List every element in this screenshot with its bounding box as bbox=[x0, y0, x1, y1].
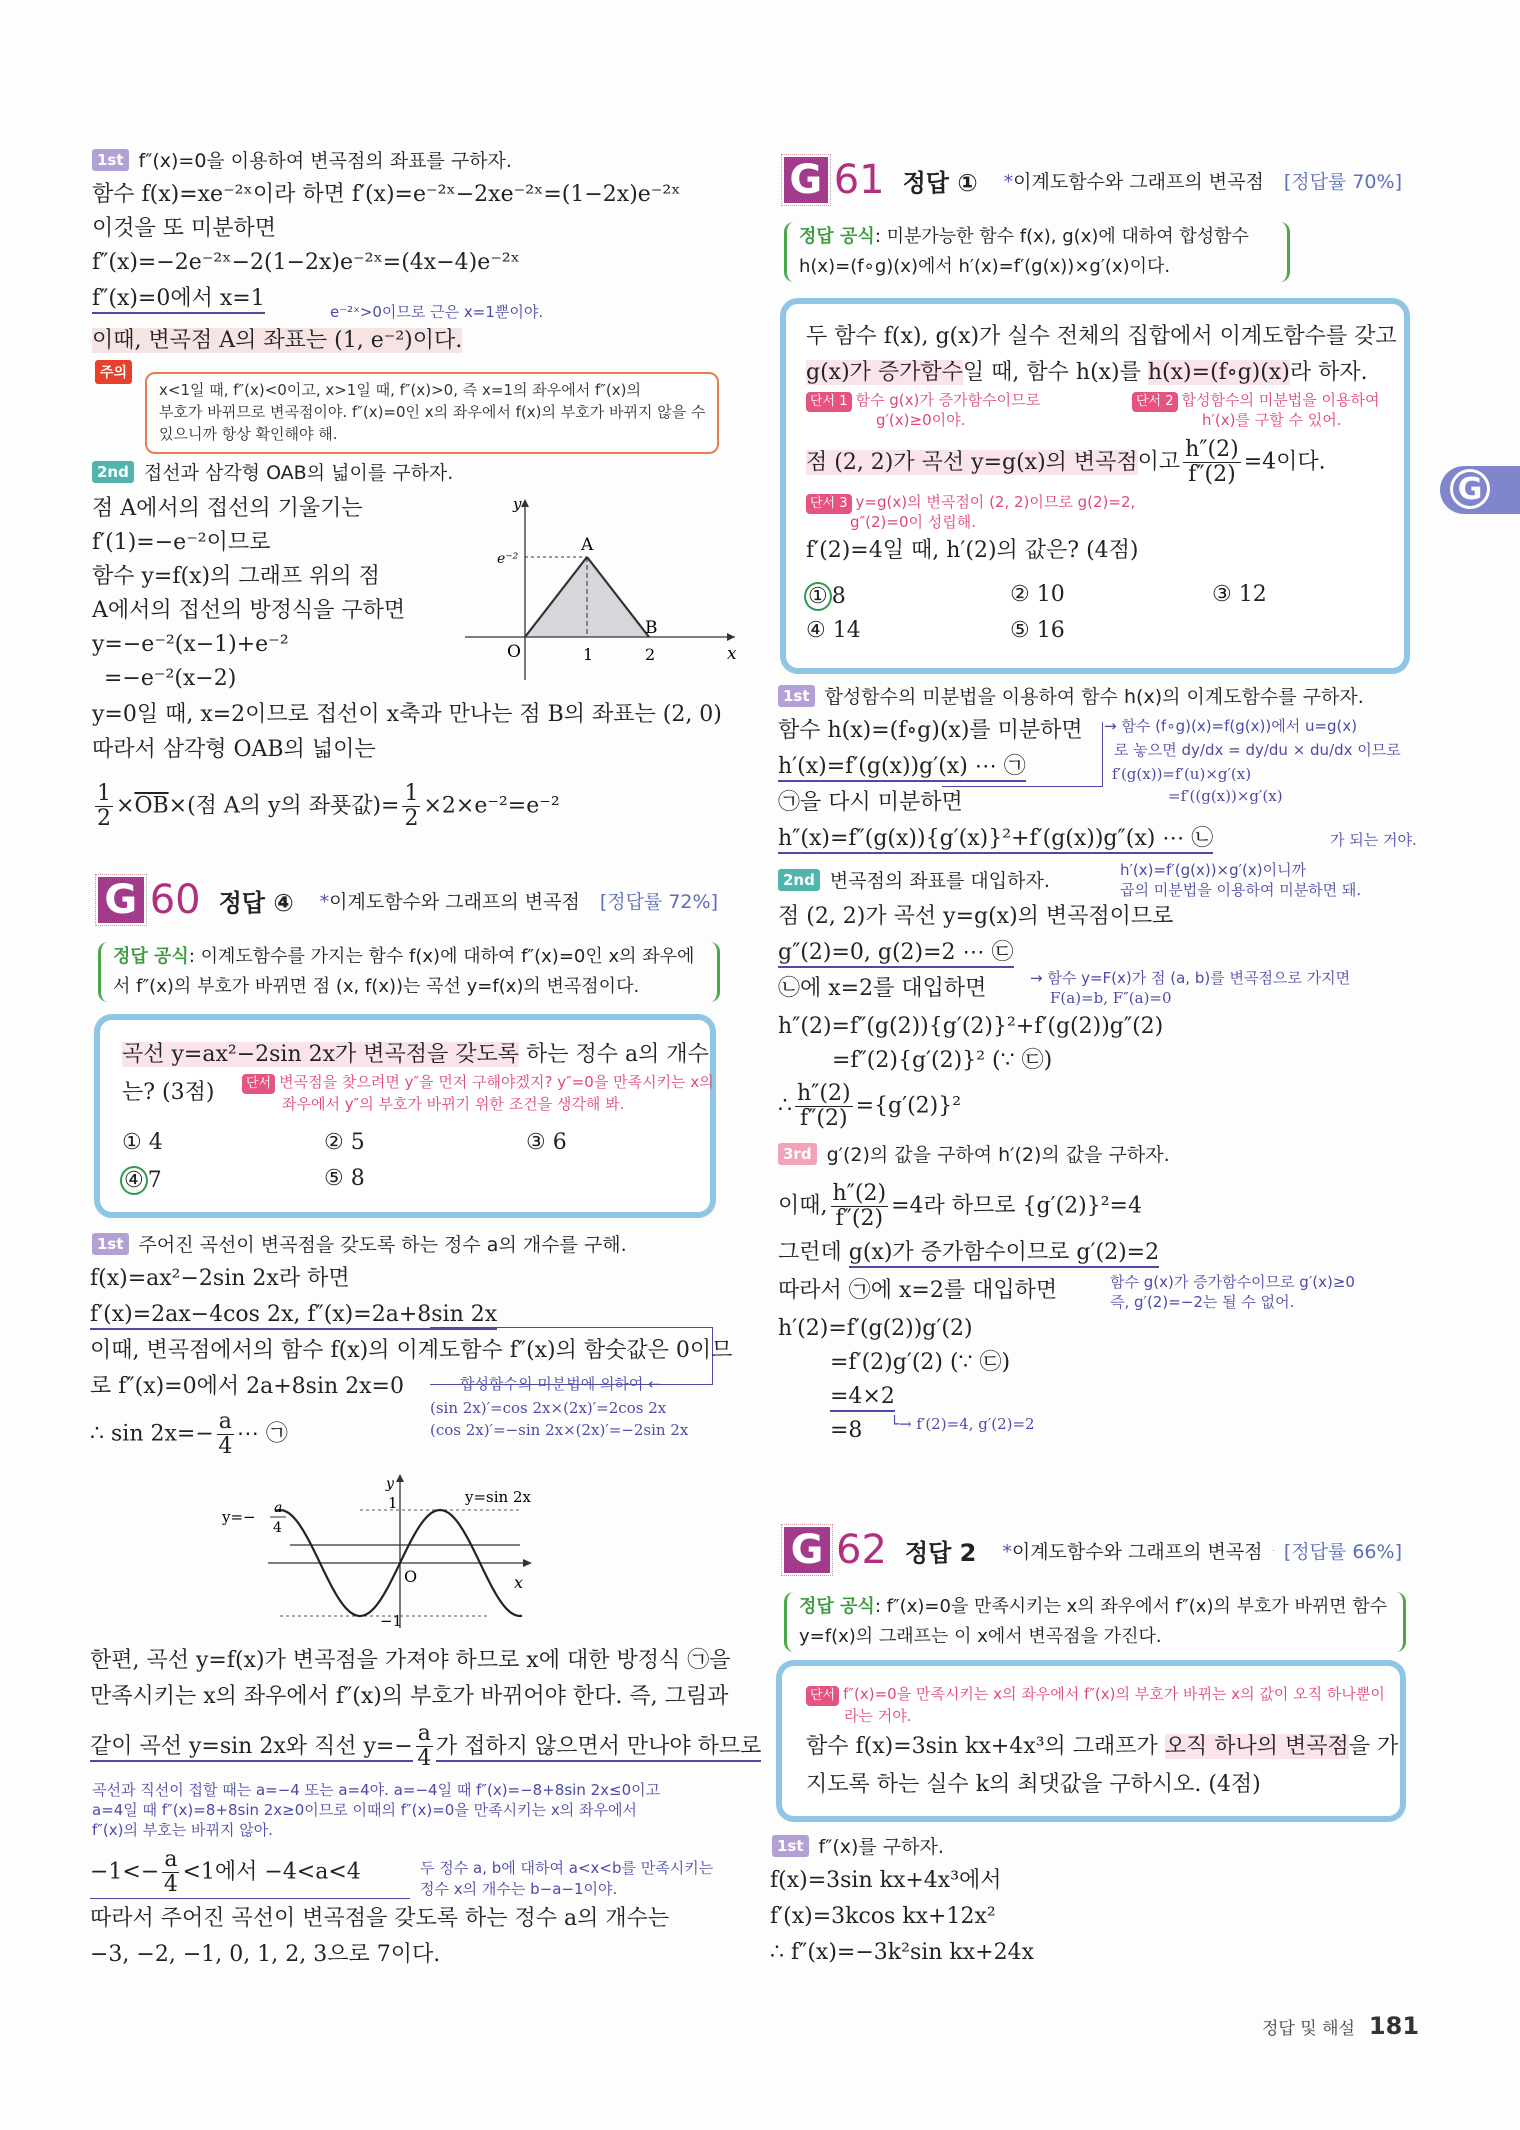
clue-note: g′(x)≥0이야. bbox=[876, 411, 966, 429]
solution-line bbox=[90, 1410, 288, 1459]
fraction bbox=[1183, 438, 1241, 487]
solution-line bbox=[778, 1238, 1159, 1268]
answer-formula bbox=[784, 1592, 1406, 1652]
formula-text: y=f(x)의 그래프는 이 x에서 변곡점을 가진다. bbox=[799, 1626, 1162, 1647]
answer-label: 정답 ① bbox=[902, 168, 978, 197]
choice-value: 14 bbox=[832, 618, 861, 643]
page-number: 181 bbox=[1368, 2012, 1420, 2040]
highlighted-text: h(x)=(f∘g)(x) bbox=[1147, 360, 1290, 385]
side-note: a=4일 때 f″(x)=8+8sin 2x≥0이므로 이때의 f″(x)=0을 만족시키는 x의 좌우에서 bbox=[92, 1801, 637, 1819]
numerator: h″(2) bbox=[797, 1081, 851, 1106]
problem-line bbox=[122, 1040, 709, 1070]
solution-line: ∴ f″(x)=−3k²sin kx+24x bbox=[770, 1940, 1034, 1965]
solution-line: −3, −2, −1, 0, 1, 2, 3으로 7이다. bbox=[90, 1942, 441, 1967]
solution-line: =f′(2)g′(2) (∵ ㉢) bbox=[830, 1350, 1011, 1375]
side-note: 로 놓으면 dy/dx = dy/du × du/dx 이므로 bbox=[1114, 741, 1401, 759]
formula-text: 서 f″(x)의 부호가 바뀌면 점 (x, f(x))는 곡선 y=f(x)의 변곡점이다. bbox=[113, 976, 640, 997]
choice-1-correct[interactable] bbox=[804, 582, 846, 611]
star-icon: * bbox=[1002, 1540, 1012, 1563]
choice-value: 5 bbox=[350, 1130, 365, 1155]
choice-2[interactable] bbox=[1010, 582, 1065, 607]
math-text: ={g′(2)}² bbox=[855, 1093, 962, 1119]
choice-3[interactable] bbox=[526, 1130, 567, 1155]
page-footer bbox=[1262, 2012, 1419, 2040]
y-axis-label: y bbox=[386, 1476, 394, 1492]
numerator: 1 bbox=[404, 781, 419, 806]
underlined-text: 가 접하지 않으면서 만나야 하므로 bbox=[436, 1734, 762, 1762]
solution-line: 함수 y=f(x)의 그래프 위의 점 bbox=[92, 564, 380, 589]
solution-line: 한편, 곡선 y=f(x)가 변곡점을 가져야 하므로 x에 대한 방정식 ㉠을 bbox=[90, 1648, 731, 1673]
choice-2[interactable] bbox=[324, 1130, 365, 1155]
math-text: 그런데 bbox=[778, 1240, 849, 1265]
step-1-heading bbox=[772, 1832, 944, 1862]
underlined-equation: f″(x)=0에서 x=1 bbox=[92, 286, 265, 314]
solution-line: 함수 h(x)=(f∘g)(x)를 미분하면 bbox=[778, 718, 1083, 743]
answer-formula bbox=[98, 942, 720, 1002]
caution-box bbox=[145, 372, 719, 454]
formula-label: 정답 공식 bbox=[799, 1596, 875, 1617]
formula-text: : f″(x)=0을 만족시키는 x의 좌우에서 f″(x)의 부호가 바뀌면 함수 bbox=[874, 1596, 1388, 1617]
math-text: ×2×e⁻²=e⁻² bbox=[423, 793, 560, 819]
segment-OB: $\overline{OB}$ bbox=[134, 793, 169, 819]
choice-number: ② bbox=[324, 1130, 344, 1155]
side-note: 즉, g′(2)=−2는 될 수 없어. bbox=[1110, 1293, 1295, 1311]
topic bbox=[1004, 167, 1264, 194]
chapter-tab-letter: G bbox=[1450, 469, 1490, 509]
result-line bbox=[92, 326, 462, 356]
side-note: 함수 g(x)가 증가함수이므로 g′(x)≥0 bbox=[1110, 1273, 1355, 1291]
dotted-leader bbox=[1273, 1550, 1274, 1551]
clue-text: 함수 g(x)가 증가함수이므로 bbox=[855, 391, 1041, 409]
therefore-symbol: ∴ bbox=[778, 1093, 792, 1119]
solution-line: ㉡에 x=2를 대입하면 bbox=[778, 976, 987, 1001]
underlined-equation: =4×2 bbox=[830, 1384, 895, 1412]
side-note: F(a)=b, F″(a)=0 bbox=[1050, 989, 1172, 1007]
area-formula bbox=[92, 782, 560, 831]
clue-note bbox=[242, 1072, 714, 1094]
choice-value: 8 bbox=[350, 1166, 365, 1191]
step-text: 합성함수의 미분법을 이용하여 함수 h(x)의 이계도함수를 구하자. bbox=[824, 686, 1364, 708]
solution-line: h″(2)=f″(g(2)){g′(2)}²+f′(g(2))g″(2) bbox=[778, 1014, 1164, 1039]
step-1-heading bbox=[92, 146, 512, 176]
caution-line: x<1일 때, f″(x)<0이고, x>1일 때, f″(x)>0, 즉 x=1의 좌우에서 f″(x)의 bbox=[159, 381, 641, 399]
problem-text: 라 하자. bbox=[1289, 360, 1368, 385]
solution-line bbox=[778, 824, 1213, 854]
choice-value: 7 bbox=[147, 1168, 162, 1193]
solution-line: 따라서 주어진 곡선이 변곡점을 갖도록 하는 정수 a의 개수는 bbox=[90, 1906, 670, 1931]
choice-value: 16 bbox=[1036, 618, 1065, 643]
numerator: a bbox=[417, 1721, 431, 1746]
side-note: 정수 x의 개수는 b−a−1이야. bbox=[420, 1880, 618, 1898]
side-note: h′(x)=f′(g(x))×g′(x)이니까 bbox=[1120, 861, 1307, 879]
choice-4[interactable] bbox=[806, 618, 861, 643]
solution-line: f(x)=ax²−2sin 2x라 하면 bbox=[90, 1266, 350, 1291]
denominator: 4 bbox=[417, 1746, 432, 1771]
numerator: h″(2) bbox=[832, 1181, 887, 1206]
denominator: f″(2) bbox=[1188, 462, 1236, 487]
choice-value: 12 bbox=[1238, 582, 1267, 607]
underlined-text: 같이 곡선 y=sin 2x와 직선 y=− bbox=[90, 1734, 413, 1762]
solution-line bbox=[778, 1082, 961, 1131]
clue-note bbox=[806, 492, 1135, 514]
side-note: f′(g(x))=f′(u)×g′(x) bbox=[1112, 765, 1252, 783]
problem-60-header bbox=[98, 874, 718, 926]
side-note: 가 되는 거야. bbox=[1330, 831, 1417, 849]
chapter-code: G bbox=[784, 157, 828, 203]
choice-4-correct[interactable] bbox=[120, 1166, 162, 1195]
y-tick-label: 1 bbox=[388, 1494, 398, 1512]
step-text: 접선과 삼각형 OAB의 넓이를 구하자. bbox=[143, 462, 454, 484]
highlighted-result: 이때, 변곡점 A의 좌표는 (1, e⁻²)이다. bbox=[92, 328, 463, 353]
clue-text: 변곡점을 찾으려면 y″을 먼저 구해야겠지? y″=0을 만족시키는 x의 bbox=[279, 1073, 714, 1091]
solution-line: =8 bbox=[830, 1418, 863, 1443]
math-text: ∴ sin 2x=− bbox=[90, 1421, 214, 1447]
answer-label: 정답 2 bbox=[904, 1538, 977, 1567]
step-text: 변곡점의 좌표를 대입하자. bbox=[829, 870, 1050, 892]
solution-line bbox=[90, 1722, 761, 1771]
choice-number: ④ bbox=[806, 618, 826, 643]
solution-line bbox=[90, 1848, 361, 1897]
step-badge: 1st bbox=[92, 149, 129, 171]
solution-line: f′(1)=−e⁻²이므로 bbox=[92, 530, 271, 555]
caution-badge: 주의 bbox=[95, 360, 132, 384]
y-tick-label: e⁻² bbox=[497, 551, 519, 567]
y-axis-label: y bbox=[513, 495, 522, 513]
denominator: f″(2) bbox=[800, 1106, 848, 1131]
origin-label: O bbox=[507, 642, 521, 662]
step-text: f″(x)를 구하자. bbox=[818, 1836, 944, 1858]
x-tick-label: 1 bbox=[583, 645, 594, 664]
choice-value: 6 bbox=[552, 1130, 567, 1155]
underlined-equation: h″(x)=f″(g(x)){g′(x)}²+f′(g(x))g″(x) ⋯ ㉡ bbox=[778, 826, 1213, 854]
answer-formula bbox=[784, 222, 1290, 282]
clue-badge: 단서 1 bbox=[806, 392, 852, 412]
side-note: e⁻²ˣ>0이므로 근은 x=1뿐이야. bbox=[330, 303, 544, 321]
formula-label: 정답 공식 bbox=[113, 946, 189, 967]
choice-number: ③ bbox=[1212, 582, 1232, 607]
x-axis-arrow bbox=[523, 1559, 532, 1567]
line-label: y=− bbox=[222, 1508, 256, 1526]
chapter-side-tab[interactable] bbox=[1440, 466, 1520, 514]
problem-text: 을 가 bbox=[1348, 1734, 1399, 1759]
step-badge: 1st bbox=[92, 1233, 129, 1255]
answer-circle-mark: ④ bbox=[120, 1166, 148, 1195]
side-note: └→ f′(2)=4, g′(2)=2 bbox=[890, 1415, 1035, 1433]
topic bbox=[1002, 1537, 1262, 1564]
clue-text: f″(x)=0을 만족시키는 x의 좌우에서 f″(x)의 부호가 바뀌는 x의 값이 오직 하나뿐이 bbox=[843, 1685, 1385, 1703]
step-badge: 2nd bbox=[778, 869, 820, 891]
numerator: 1 bbox=[97, 781, 111, 806]
choice-value: 4 bbox=[148, 1130, 163, 1155]
choice-number: ③ bbox=[526, 1130, 546, 1155]
solution-line: f(x)=3sin kx+4x³에서 bbox=[770, 1868, 1002, 1893]
problem-box bbox=[776, 1660, 1406, 1822]
problem-line bbox=[806, 1732, 1398, 1762]
chapter-code: G bbox=[98, 877, 144, 923]
solution-line: ㉠을 다시 미분하면 bbox=[778, 790, 963, 815]
numerator: a bbox=[164, 1847, 178, 1872]
solution-line bbox=[90, 1300, 497, 1330]
step-text: 주어진 곡선이 변곡점을 갖도록 하는 정수 a의 개수를 구해. bbox=[138, 1234, 627, 1256]
denominator: f″(2) bbox=[835, 1206, 884, 1231]
highlighted-text: g(x)가 증가함수 bbox=[806, 360, 963, 385]
side-note: (sin 2x)′=cos 2x×(2x)′=2cos 2x bbox=[430, 1399, 667, 1417]
line-label-denominator: 4 bbox=[273, 1520, 282, 1536]
solution-line bbox=[778, 1182, 1142, 1231]
problem-text: 이고 bbox=[1137, 449, 1181, 475]
clue-badge: 단서 3 bbox=[806, 494, 852, 514]
curve-label: y=sin 2x bbox=[465, 1488, 531, 1506]
solution-line: f′(x)=3kcos kx+12x² bbox=[770, 1904, 996, 1929]
correct-rate: [정답률 66%] bbox=[1283, 1540, 1402, 1563]
problem-62-header bbox=[784, 1524, 1402, 1576]
clue-badge: 단서 2 bbox=[1132, 392, 1178, 412]
problem-text: 일 때, 함수 h(x)를 bbox=[962, 360, 1148, 385]
clue-note bbox=[806, 390, 1040, 412]
footer-label: 정답 및 해설 bbox=[1262, 2019, 1355, 2039]
clue-note: 좌우에서 y″의 부호가 바뀌기 위한 조건을 생각해 봐. bbox=[282, 1095, 625, 1113]
problem-line bbox=[806, 438, 1326, 487]
caution-line: 부호가 바뀌므로 변곡점이야. f″(x)=0인 x의 좌우에서 f(x)의 부호가 바뀌지 않을 수 bbox=[159, 403, 706, 421]
problem-number: 60 bbox=[149, 877, 201, 923]
solution-line: =−e⁻²(x−2) bbox=[104, 666, 237, 691]
side-note: → 함수 (f∘g)(x)=f(g(x))에서 u=g(x) bbox=[1104, 717, 1358, 735]
underlined-equation: g″(2)=0, g(2)=2 ⋯ ㉢ bbox=[778, 940, 1014, 968]
choice-number: ① bbox=[122, 1130, 142, 1155]
solution-line: 이것을 또 미분하면 bbox=[92, 216, 277, 241]
problem-61-header bbox=[784, 154, 1402, 206]
solution-line: 점 A에서의 접선의 기울기는 bbox=[92, 496, 363, 521]
choice-1[interactable] bbox=[122, 1130, 163, 1155]
choice-value: 10 bbox=[1036, 582, 1065, 607]
choice-5[interactable] bbox=[1010, 618, 1065, 643]
solution-line: y=−e⁻²(x−1)+e⁻² bbox=[92, 632, 289, 657]
math-text: <1에서 −4<a<4 bbox=[182, 1859, 361, 1885]
problem-line: 지도록 하는 실수 k의 최댓값을 구하시오. (4점) bbox=[806, 1772, 1261, 1797]
topic-text: 이계도함수와 그래프의 변곡점 bbox=[329, 890, 580, 913]
y-tick-label: −1 bbox=[380, 1612, 403, 1630]
choice-5[interactable] bbox=[324, 1166, 365, 1191]
side-note: 합성함수의 미분법에 의하여 ← bbox=[460, 1375, 661, 1393]
clue-note: 라는 거야. bbox=[844, 1707, 912, 1725]
math-text: 이때, bbox=[778, 1193, 828, 1219]
solution-line: 점 (2, 2)가 곡선 y=g(x)의 변곡점이므로 bbox=[778, 904, 1174, 929]
denominator: 2 bbox=[97, 806, 111, 831]
clue-note: h′(x)를 구할 수 있어. bbox=[1202, 411, 1342, 429]
clue-note bbox=[1132, 390, 1379, 412]
underlined-equation: f′(x)=2ax−4cos 2x, f″(x)=2a+8sin 2x bbox=[90, 1302, 497, 1330]
line-label-numerator: a bbox=[274, 1500, 283, 1516]
math-text: × bbox=[116, 793, 135, 819]
highlighted-text: 점 (2, 2)가 곡선 y=g(x)의 변곡점 bbox=[806, 449, 1138, 475]
underline bbox=[90, 1898, 410, 1899]
fraction bbox=[402, 782, 420, 831]
choice-number: ⑤ bbox=[1010, 618, 1030, 643]
clue-note bbox=[806, 1684, 1385, 1706]
y-axis-arrow bbox=[396, 1474, 404, 1482]
clue-note: g″(2)=0이 성립해. bbox=[850, 513, 976, 531]
formula-text: : 이계도함수를 가지는 함수 f(x)에 대하여 f″(x)=0인 x의 좌우에 bbox=[188, 946, 695, 967]
solution-line: 따라서 삼각형 OAB의 넓이는 bbox=[92, 737, 376, 762]
choice-3[interactable] bbox=[1212, 582, 1267, 607]
problem-number: 62 bbox=[836, 1527, 887, 1573]
step-badge: 3rd bbox=[778, 1143, 817, 1165]
solution-line: 이때, 변곡점에서의 함수 f(x)의 이계도함수 f″(x)의 함숫값은 0이므 bbox=[90, 1338, 733, 1363]
solution-line: 함수 f(x)=xe⁻²ˣ이라 하면 f′(x)=e⁻²ˣ−2xe⁻²ˣ=(1−2x)e⁻²ˣ bbox=[92, 182, 681, 207]
step-badge: 2nd bbox=[92, 461, 134, 483]
step-1-heading bbox=[778, 682, 1364, 712]
solution-line: 만족시키는 x의 좌우에서 f″(x)의 부호가 바뀌어야 한다. 즉, 그림과 bbox=[90, 1684, 729, 1709]
problem-line: f′(2)=4일 때, h′(2)의 값은? (4점) bbox=[806, 538, 1139, 563]
star-icon: * bbox=[1003, 170, 1014, 193]
fraction bbox=[217, 1410, 234, 1459]
math-text: ×(점 A의 y의 좌푯값)= bbox=[168, 793, 400, 819]
side-note: (cos 2x)′=−sin 2x×(2x)′=−2sin 2x bbox=[430, 1421, 689, 1439]
formula-text: h(x)=(f∘g)(x)에서 h′(x)=f′(g(x))×g′(x)이다. bbox=[799, 256, 1171, 277]
correct-rate: [정답률 72%] bbox=[599, 890, 718, 913]
answer-circle-mark: ① bbox=[804, 582, 832, 611]
clue-text: 합성함수의 미분법을 이용하여 bbox=[1181, 391, 1380, 409]
topic-text: 이계도함수와 그래프의 변곡점 bbox=[1011, 1540, 1263, 1563]
choice-number: ② bbox=[1010, 582, 1030, 607]
fraction bbox=[795, 1082, 853, 1131]
problem-box bbox=[780, 298, 1410, 674]
x-axis-label: x bbox=[514, 1573, 524, 1592]
x-axis-label: x bbox=[727, 644, 737, 664]
step-text: f″(x)=0을 이용하여 변곡점의 좌표를 구하자. bbox=[138, 150, 512, 172]
step-badge: 1st bbox=[772, 1835, 809, 1857]
step-badge: 1st bbox=[778, 685, 815, 707]
underlined-equation: h′(x)=f′(g(x))g′(x) ⋯ ㉠ bbox=[778, 754, 1026, 782]
step-2-heading bbox=[92, 458, 453, 488]
solution-line bbox=[92, 284, 265, 314]
formula-label: 정답 공식 bbox=[799, 226, 875, 247]
denominator: 2 bbox=[404, 806, 419, 831]
choice-number: ⑤ bbox=[324, 1166, 344, 1191]
answer-label: 정답 ④ bbox=[218, 888, 294, 917]
solution-line: y=0일 때, x=2이므로 접선이 x축과 만나는 점 B의 좌표는 (2, 0) bbox=[92, 702, 722, 727]
solution-line: h′(2)=f′(g(2))g′(2) bbox=[778, 1316, 973, 1341]
star-icon: * bbox=[319, 890, 330, 913]
step-text: g′(2)의 값을 구하여 h′(2)의 값을 구하자. bbox=[826, 1144, 1170, 1166]
formula-text: : 미분가능한 함수 f(x), g(x)에 대하여 합성함수 bbox=[874, 226, 1249, 247]
fraction bbox=[416, 1722, 433, 1771]
triangle-graph bbox=[455, 495, 745, 685]
fraction bbox=[162, 1848, 179, 1897]
denominator: 4 bbox=[218, 1434, 233, 1459]
topic bbox=[320, 887, 580, 914]
side-note: 두 정수 a, b에 대하여 a<x<b를 만족시키는 bbox=[420, 1859, 714, 1877]
solution-line: 로 f″(x)=0에서 2a+8sin 2x=0 bbox=[90, 1374, 404, 1399]
denominator: 4 bbox=[163, 1872, 178, 1897]
step-2-heading bbox=[778, 866, 1050, 896]
choice-value: 8 bbox=[831, 584, 846, 609]
side-note: =f′((g(x))×g′(x) bbox=[1168, 787, 1283, 805]
note-connector bbox=[942, 722, 1103, 787]
solution-line bbox=[778, 938, 1014, 968]
math-text: −1<− bbox=[90, 1859, 160, 1885]
problem-line: 는? (3점) bbox=[122, 1080, 215, 1105]
math-text: =4라 하므로 {g′(2)}²=4 bbox=[891, 1193, 1142, 1219]
origin-label: O bbox=[404, 1567, 418, 1586]
problem-number: 61 bbox=[833, 157, 885, 203]
clue-text: y=g(x)의 변곡점이 (2, 2)이므로 g(2)=2, bbox=[855, 493, 1136, 511]
sine-graph bbox=[210, 1470, 600, 1630]
solution-line: 따라서 ㉠에 x=2를 대입하면 bbox=[778, 1278, 1058, 1303]
problem-box bbox=[94, 1014, 716, 1218]
numerator: h″(2) bbox=[1185, 437, 1239, 462]
solution-line: =f″(2){g′(2)}² (∵ ㉢) bbox=[832, 1048, 1053, 1073]
step-1-heading bbox=[92, 1230, 627, 1260]
clue-badge: 단서 bbox=[806, 1686, 839, 1706]
side-note: 곱의 미분법을 이용하여 미분하면 돼. bbox=[1120, 881, 1362, 899]
problem-line bbox=[806, 358, 1368, 388]
topic-text: 이계도함수와 그래프의 변곡점 bbox=[1013, 170, 1264, 193]
solution-line: f″(x)=−2e⁻²ˣ−2(1−2x)e⁻²ˣ=(4x−4)e⁻²ˣ bbox=[92, 250, 520, 275]
solution-line: A에서의 접선의 방정식을 구하면 bbox=[92, 598, 406, 623]
correct-rate: [정답률 70%] bbox=[1283, 170, 1402, 193]
fraction bbox=[95, 782, 113, 831]
point-B-label: B bbox=[645, 618, 658, 638]
point-A-label: A bbox=[581, 535, 594, 555]
numerator: a bbox=[218, 1409, 232, 1434]
problem-text: 함수 f(x)=3sin kx+4x³의 그래프가 bbox=[806, 1734, 1165, 1759]
caution-line: 있으니까 항상 확인해야 해. bbox=[159, 425, 338, 443]
chapter-code: G bbox=[784, 1527, 830, 1573]
solution-line bbox=[830, 1382, 895, 1412]
highlighted-text: 곡선 y=ax²−2sin 2x가 변곡점을 갖도록 bbox=[122, 1042, 520, 1067]
math-text: ⋯ ㉠ bbox=[236, 1421, 288, 1447]
fraction bbox=[831, 1182, 889, 1231]
step-3-heading bbox=[778, 1140, 1170, 1170]
underlined-equation: g(x)가 증가함수이므로 g′(2)=2 bbox=[849, 1240, 1159, 1268]
side-note: → 함수 y=F(x)가 점 (a, b)를 변곡점으로 가지면 bbox=[1030, 969, 1351, 987]
problem-text: =4이다. bbox=[1243, 449, 1326, 475]
y-axis-arrow bbox=[521, 499, 529, 507]
x-tick-label: 2 bbox=[645, 645, 656, 664]
problem-line: 두 함수 f(x), g(x)가 실수 전체의 집합에서 이계도함수를 갖고 bbox=[806, 324, 1397, 349]
x-axis-arrow bbox=[727, 633, 735, 641]
problem-text: 하는 정수 a의 개수 bbox=[519, 1042, 709, 1067]
highlighted-text: 오직 하나의 변곡점 bbox=[1164, 1734, 1349, 1759]
clue-badge: 단서 bbox=[242, 1074, 275, 1094]
side-note: f″(x)의 부호는 바뀌지 않아. bbox=[92, 1821, 273, 1839]
side-note: 곡선과 직선이 접할 때는 a=−4 또는 a=4야. a=−4일 때 f″(x)=−8+8sin 2x≤0이고 bbox=[92, 1781, 661, 1799]
